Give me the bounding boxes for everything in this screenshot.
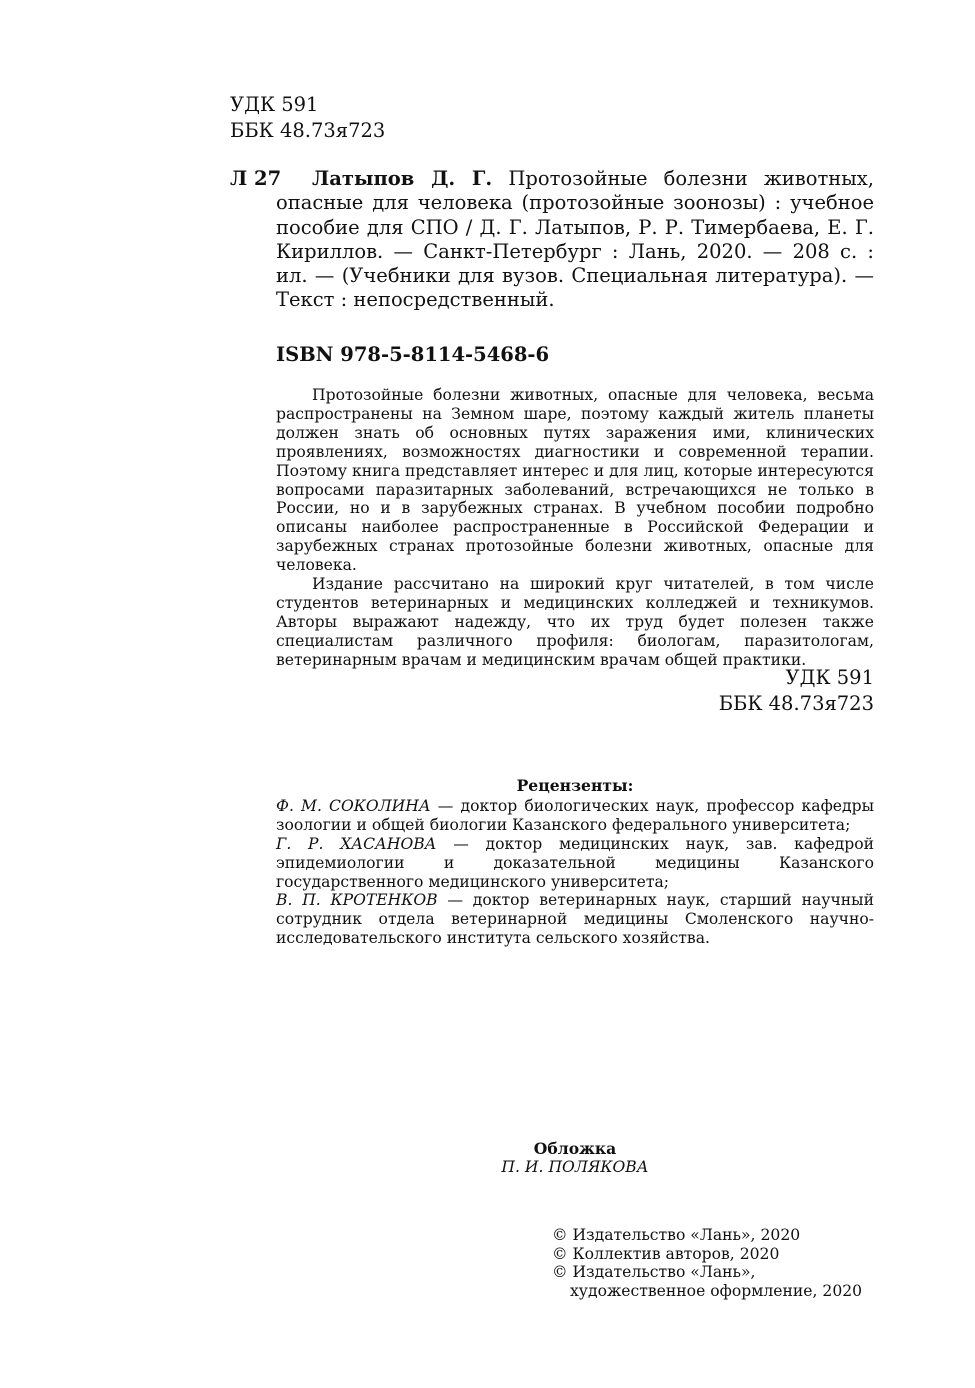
isbn: ISBN 978-5-8114-5468-6 [276, 343, 550, 366]
copyright-line: © Издательство «Лань», [552, 1263, 756, 1282]
udk-top-block [230, 92, 385, 144]
author-name: Латыпов Д. Г. [312, 167, 493, 190]
reviewer-text: — доктор ветеринарных наук, старший научный сотрудник отдела ветеринарной медицины Смоленского научно-исследовательского института сельского хозяйства. [276, 891, 874, 948]
cover-designer: П. И. ПОЛЯКОВА [501, 1158, 649, 1176]
copyright-line: © Коллектив авторов, 2020 [552, 1244, 780, 1263]
cover-label: Обложка [533, 1139, 617, 1158]
reviewer-name: В. П. КРОТЕНКОВ [276, 891, 438, 910]
reviewer-name: Г. Р. ХАСАНОВА [276, 834, 437, 853]
copyright-line: © Издательство «Лань», 2020 [552, 1226, 801, 1244]
reviewer-item [276, 835, 874, 892]
reviewers-heading: Рецензенты: [516, 776, 634, 795]
bbk-code-right: ББК 48.73я723 [718, 692, 874, 715]
reviewer-item [276, 797, 874, 835]
copyright-line: художественное оформление, 2020 [570, 1282, 863, 1301]
reviewers-section [276, 777, 874, 948]
reviewer-text: — доктор медицинских наук, зав. кафедрой эпидемиологии и доказательной медицины Казанского государственного медицинского университета; [276, 834, 874, 891]
udk-right-block [719, 665, 874, 717]
abstract [276, 386, 874, 670]
bbk-code: ББК 48.73я723 [230, 119, 386, 142]
reviewer-item [276, 891, 874, 948]
abstract-paragraph-2: Издание рассчитано на широкий круг читателей, в том числе студентов ветеринарных и медицинских колледжей и техникумов. Авторы выражают надежду, что их труд будет полезен также специалистам различного профиля: биологам, паразитологам, ветеринарным врачам и медицинским врачам общей практики. [276, 575, 874, 669]
description-text: Протозойные болезни животных, опасные для человека (протозойные зоонозы) : учебное пособие для СПО / Д. Г. Латыпов, Р. Р. Тимербаева, Е. Г. Кириллов. — Санкт-Петербург : Лань, 2020. — 208 с. : ил. — (Учебники для вузов. Специальная литература). — Текст : непосредственный. [276, 167, 875, 312]
reviewer-text: — доктор биологических наук, профессор кафедры зоологии и общей биологии Казанского федерального университета; [276, 796, 875, 834]
copyright-block [552, 1226, 862, 1301]
udk-code-right: УДК 591 [785, 666, 874, 689]
cover-credit [276, 1139, 874, 1177]
bibliographic-description [276, 167, 874, 313]
udk-code: УДК 591 [230, 93, 319, 116]
abstract-paragraph-1: Протозойные болезни животных, опасные для человека, весьма распространены на Земном шаре, поэтому каждый житель планеты должен знать об основных путях заражения ими, клинических проявлениях, возможностях диагностики и современной терапии. Поэтому книга представляет интерес и для лиц, которые интересуются вопросами паразитарных заболеваний, встречающихся не только в России, но и в зарубежных странах. В учебном пособии подробно описаны наиболее распространенные в Российской Федерации и зарубежных странах протозойные болезни животных, опасные для человека. [276, 386, 874, 575]
reviewer-name: Ф. М. СОКОЛИНА [276, 796, 431, 815]
author-sign-code: Л 27 [230, 167, 282, 190]
